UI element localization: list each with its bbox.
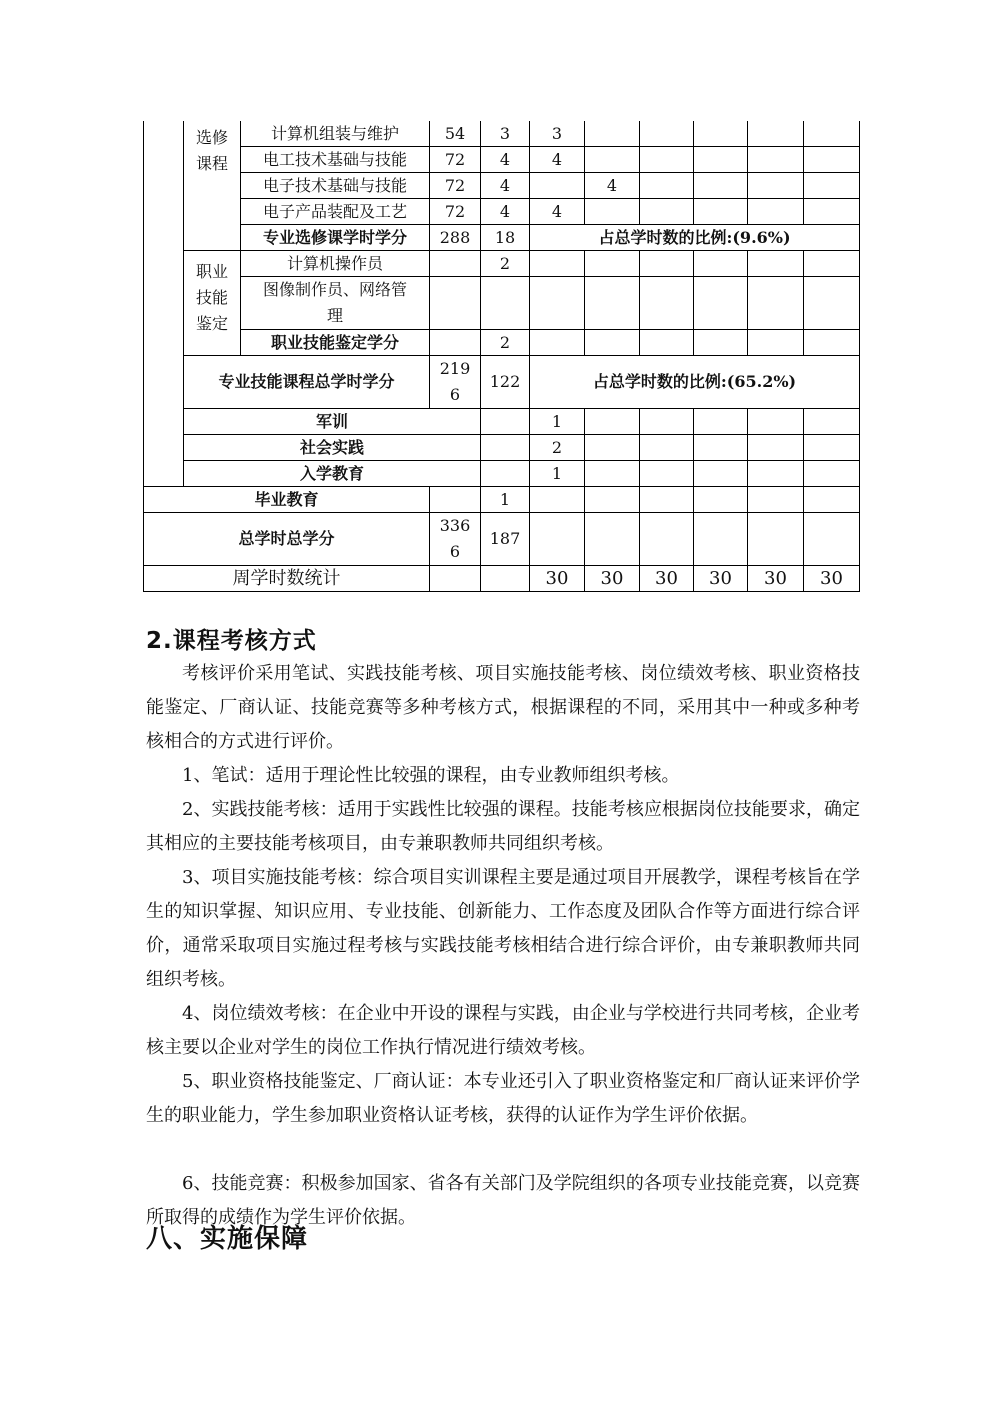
- term-cell: [585, 513, 640, 566]
- course-name: 计算机组装与维护: [241, 121, 430, 147]
- credits-cell: 1: [481, 487, 530, 513]
- hours-cell: [430, 566, 481, 592]
- term-cell: [640, 251, 694, 277]
- ratio-cell: 占总学时数的比例:(9.6%): [530, 225, 860, 251]
- term-cell: [748, 461, 804, 487]
- table-row: [144, 435, 860, 461]
- term-cell: [694, 435, 748, 461]
- term-cell: [804, 277, 860, 330]
- term-cell: [748, 409, 804, 435]
- term-cell: [530, 251, 585, 277]
- weekly-value: 30: [530, 566, 585, 592]
- term-cell: [694, 147, 748, 173]
- term-cell: [804, 147, 860, 173]
- paragraph: 2、实践技能考核：适用于实践性比较强的课程。技能考核应根据岗位技能要求，确定其相应的主要技能考核项目，由专兼职教师共同组织考核。: [146, 799, 860, 854]
- term-cell: [585, 487, 640, 513]
- term-cell: [640, 435, 694, 461]
- table-row: [144, 461, 860, 487]
- category-cell: 选修 课程: [184, 121, 241, 251]
- hours-cell: 72: [430, 199, 481, 225]
- term-cell: [585, 251, 640, 277]
- term-cell: [585, 121, 640, 147]
- credits-cell: [481, 566, 530, 592]
- term-cell: [530, 487, 585, 513]
- hours-cell: 54: [430, 121, 481, 147]
- credits-cell: 18: [481, 225, 530, 251]
- term-cell: [748, 121, 804, 147]
- total-label: 专业技能课程总学时学分: [184, 356, 430, 409]
- credits-cell: 3: [481, 121, 530, 147]
- term-cell: [694, 513, 748, 566]
- item-label: 入学教育: [184, 461, 481, 487]
- term-cell: [694, 277, 748, 330]
- course-name: 电子产品装配及工艺: [241, 199, 430, 225]
- total-row: [144, 356, 860, 409]
- paragraph: 考核评价采用笔试、实践技能考核、项目实施技能考核、岗位绩效考核、职业资格技能鉴定、厂商认证、技能竞赛等多种考核方式，根据课程的不同，采用其中一种或多种考核相合的方式进行评价。: [146, 663, 860, 752]
- table-row: [144, 487, 860, 513]
- term-cell: [804, 251, 860, 277]
- term-cell: [804, 513, 860, 566]
- term-cell: [640, 461, 694, 487]
- course-name: 图像制作员、网络管 理: [241, 277, 430, 330]
- hours-cell: [430, 330, 481, 356]
- item-label: 社会实践: [184, 435, 481, 461]
- term-cell: [748, 487, 804, 513]
- credits-cell: 4: [481, 147, 530, 173]
- section-heading: 2.课程考核方式: [146, 628, 317, 654]
- grand-total-row: [144, 513, 860, 566]
- weekly-value: 30: [585, 566, 640, 592]
- hours-cell: [481, 461, 530, 487]
- term-cell: [640, 121, 694, 147]
- term-cell: [585, 435, 640, 461]
- term-cell: [748, 199, 804, 225]
- term-cell: [804, 173, 860, 199]
- term-cell: [694, 487, 748, 513]
- table-row: [144, 173, 860, 199]
- table-row: [144, 409, 860, 435]
- subtotal-label: 专业选修课学时学分: [241, 225, 430, 251]
- term-cell: [640, 277, 694, 330]
- term-cell: [748, 513, 804, 566]
- paragraph: 6、技能竞赛：积极参加国家、省各有关部门及学院组织的各项专业技能竞赛，以竞赛所取得的成绩作为学生评价依据。: [146, 1173, 860, 1228]
- credits-cell: 2: [530, 435, 585, 461]
- credits-cell: 187: [481, 513, 530, 566]
- credits-cell: 122: [481, 356, 530, 409]
- paragraph: 4、岗位绩效考核：在企业中开设的课程与实践，由企业与学校进行共同考核，企业考核主要以企业对学生的岗位工作执行情况进行绩效考核。: [146, 1003, 860, 1058]
- course-plan-table: [143, 121, 860, 592]
- term-cell: [748, 277, 804, 330]
- credits-cell: 2: [481, 251, 530, 277]
- credits-cell: 1: [530, 409, 585, 435]
- term-cell: [640, 513, 694, 566]
- term-cell: [694, 461, 748, 487]
- credits-cell: [481, 277, 530, 330]
- outer-category-cell: [144, 121, 184, 487]
- term-cell: [748, 435, 804, 461]
- term-cell: [804, 121, 860, 147]
- hours-cell: 288: [430, 225, 481, 251]
- course-name: 电工技术基础与技能: [241, 147, 430, 173]
- term-cell: [640, 199, 694, 225]
- term-cell: [640, 330, 694, 356]
- term-cell: [804, 487, 860, 513]
- term-cell: [694, 199, 748, 225]
- weekly-value: 30: [640, 566, 694, 592]
- hours-cell: 72: [430, 173, 481, 199]
- term-cell: [585, 277, 640, 330]
- term-cell: [694, 121, 748, 147]
- term-cell: [585, 409, 640, 435]
- term-cell: [804, 199, 860, 225]
- hours-cell: 219 6: [430, 356, 481, 409]
- subtotal-row: [144, 330, 860, 356]
- term-cell: [694, 251, 748, 277]
- term-cell: [748, 147, 804, 173]
- term-cell: [694, 173, 748, 199]
- term-cell: [585, 330, 640, 356]
- paragraph: 5、职业资格技能鉴定、厂商认证：本专业还引入了职业资格鉴定和厂商认证来评价学生的职业能力，学生参加职业资格认证考核，获得的认证作为学生评价依据。: [146, 1071, 860, 1126]
- table-row: [144, 277, 860, 330]
- term-cell: 4: [530, 147, 585, 173]
- term-cell: [804, 461, 860, 487]
- term-cell: [748, 173, 804, 199]
- hours-cell: [481, 409, 530, 435]
- ratio-cell: 占总学时数的比例:(65.2%): [530, 356, 860, 409]
- paragraph: 1、笔试：适用于理论性比较强的课程，由专业教师组织考核。: [182, 765, 680, 786]
- term-cell: [804, 409, 860, 435]
- hours-cell: 72: [430, 147, 481, 173]
- subtotal-label: 职业技能鉴定学分: [241, 330, 430, 356]
- term-cell: 4: [585, 173, 640, 199]
- category-cell: 职业 技能 鉴定: [184, 251, 241, 356]
- term-cell: [804, 435, 860, 461]
- term-cell: [530, 277, 585, 330]
- course-name: 计算机操作员: [241, 251, 430, 277]
- grand-total-label: 总学时总学分: [144, 513, 430, 566]
- chapter-heading: 八、实施保障: [146, 1224, 309, 1254]
- term-cell: [748, 251, 804, 277]
- table-row: [144, 199, 860, 225]
- term-cell: 4: [530, 199, 585, 225]
- table-row: [144, 251, 860, 277]
- term-cell: [748, 330, 804, 356]
- subtotal-row: [144, 225, 860, 251]
- weekly-row: [144, 566, 860, 592]
- credits-cell: 2: [481, 330, 530, 356]
- hours-cell: [430, 277, 481, 330]
- item-label: 毕业教育: [144, 487, 430, 513]
- weekly-value: 30: [804, 566, 860, 592]
- term-cell: [585, 199, 640, 225]
- hours-cell: 336 6: [430, 513, 481, 566]
- term-cell: [640, 173, 694, 199]
- term-cell: [640, 147, 694, 173]
- hours-cell: [430, 487, 481, 513]
- weekly-value: 30: [748, 566, 804, 592]
- credits-cell: 1: [530, 461, 585, 487]
- hours-cell: [481, 435, 530, 461]
- table-row: [144, 147, 860, 173]
- term-cell: [585, 147, 640, 173]
- credits-cell: 4: [481, 199, 530, 225]
- paragraph: 3、项目实施技能考核：综合项目实训课程主要是通过项目开展教学，课程考核旨在学生的知识掌握、知识应用、专业技能、创新能力、工作态度及团队合作等方面进行综合评价，通常采取项目实施过程考核与实践技能考核相结合进行综合评价，由专兼职教师共同组织考核。: [146, 867, 860, 990]
- term-cell: 3: [530, 121, 585, 147]
- weekly-label: 周学时数统计: [144, 566, 430, 592]
- term-cell: [694, 409, 748, 435]
- term-cell: [530, 513, 585, 566]
- term-cell: [804, 330, 860, 356]
- item-label: 军训: [184, 409, 481, 435]
- term-cell: [640, 409, 694, 435]
- table-row: [144, 121, 860, 147]
- weekly-value: 30: [694, 566, 748, 592]
- term-cell: [530, 330, 585, 356]
- term-cell: [530, 173, 585, 199]
- term-cell: [694, 330, 748, 356]
- hours-cell: [430, 251, 481, 277]
- term-cell: [640, 487, 694, 513]
- course-name: 电子技术基础与技能: [241, 173, 430, 199]
- credits-cell: 4: [481, 173, 530, 199]
- term-cell: [585, 461, 640, 487]
